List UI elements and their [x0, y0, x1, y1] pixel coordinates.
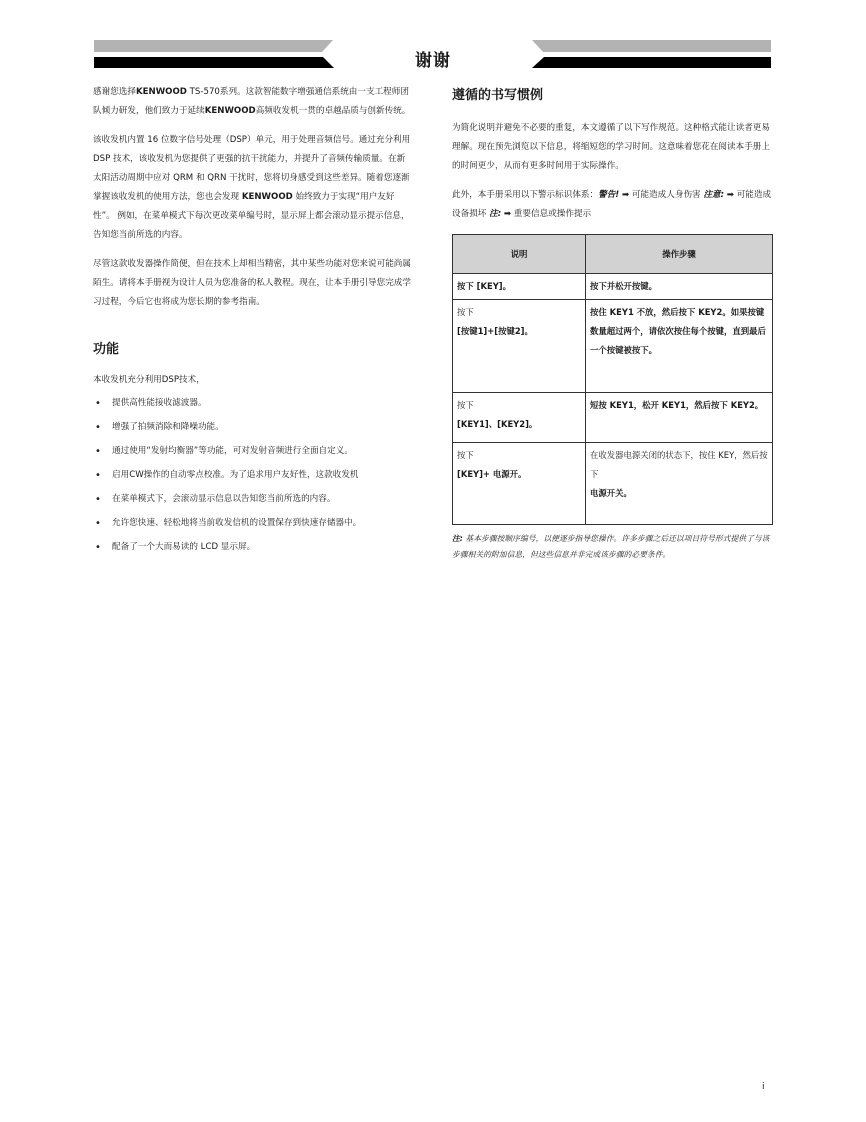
features-heading: 功能: [93, 342, 120, 357]
page-title: 谢谢: [415, 51, 451, 71]
table-row: [453, 300, 773, 393]
table-cell-line: 按下: [457, 307, 474, 317]
page-number: i: [762, 1082, 765, 1092]
table-cell-line: 按下: [457, 400, 474, 410]
brand-name: KENWOOD: [135, 87, 187, 97]
features-list: [93, 394, 413, 557]
conventions-heading: 遵循的书写惯例: [452, 88, 544, 103]
dsp-paragraph: [93, 131, 413, 245]
warning-text-1: 此外，本手册采用以下警示标识体系：: [452, 190, 599, 200]
list-item: • 增强了拍频消除和降噪功能。: [93, 418, 413, 437]
table-cell-line: 在收发器电源关闭的状态下，按住 KEY，然后按下: [590, 450, 768, 479]
intro-text-2: TS-570系列。这款智能数字增强通信系统由一支工程师团队倾力研发，他们致力于延续: [93, 87, 409, 116]
list-item: • 通过使用“发射均衡器”等功能，可对发射音频进行全面自定义。: [93, 442, 413, 461]
table-cell-line: [KEY1]、[KEY2]。: [457, 419, 538, 429]
features-intro: 本收发机充分利用DSP技术，: [93, 375, 205, 385]
list-item: • 允许您快速、轻松地将当前收发信机的设置保存到快速存储器中。: [93, 514, 413, 533]
table-cell: [586, 443, 773, 525]
table-header-cell: 操作步骤: [586, 235, 773, 274]
intro-text-1: 感谢您选择: [93, 87, 136, 97]
table-cell-line: 按下: [457, 450, 474, 460]
caution-label: 注意:: [703, 190, 724, 200]
header-banner: [0, 0, 866, 80]
table-row: [453, 443, 773, 525]
dsp-text-1: 该收发机内置 16 位数字信号处理（DSP）单元，用于处理音频信号。通过充分利用 DSP 技术，该收发机为您提供了更强的抗干扰能力，并提升了音频传输质量。在新太阳活动周期中应对 QRM 和 QRN 干扰时，您将切身感受到这些差异。随着您逐渐掌握该收发机的使用方法，您也会发现: [93, 135, 411, 202]
table-row: [453, 274, 773, 300]
right-column: [452, 86, 774, 563]
left-column: [93, 83, 413, 562]
list-item: • 配备了一个大而易读的 LCD 显示屏。: [93, 538, 413, 557]
table-cell: [453, 300, 586, 393]
note-label: 注:: [489, 209, 502, 219]
table-cell: [453, 443, 586, 525]
manual-paragraph: 尽管这款收发器操作简便，但在技术上却相当精密，其中某些功能对您来说可能尚属陌生。请将本手册视为设计人员为您准备的私人教程。现在，让本手册引导您完成学习过程，今后它也将成为您长期的参考指南。: [93, 259, 411, 307]
warning-text-4: ➡ 重要信息或操作提示: [501, 209, 592, 219]
brand-name: KENWOOD: [241, 192, 293, 202]
list-item: • 在菜单模式下，会滚动显示信息以告知您当前所选的内容。: [93, 490, 413, 509]
table-cell: 按下并松开按键。: [586, 274, 773, 300]
table-cell: [453, 393, 586, 443]
warning-text-3: ➡ 可能造成设备损坏: [452, 190, 772, 219]
table-cell: 短按 KEY1，松开 KEY1，然后按下 KEY2。: [586, 393, 773, 443]
table-cell-line: [按键1]+[按键2]。: [457, 326, 533, 336]
table-header-row: [453, 235, 773, 274]
intro-text-3: 高频收发机一贯的卓越品质与创新传统。: [255, 106, 411, 116]
warning-label: 警告!: [598, 190, 620, 200]
intro-paragraph: [93, 83, 413, 121]
footnote: [452, 531, 774, 563]
list-item: • 提供高性能接收滤波器。: [93, 394, 413, 413]
table-cell-line: [KEY]+ 电源开。: [457, 469, 527, 479]
table-row: [453, 393, 773, 443]
table-cell: 按下 [KEY]。: [453, 274, 586, 300]
list-item: • 启用CW操作的自动零点校准。为了追求用户友好性，这款收发机: [93, 466, 413, 485]
footnote-text: 基本步骤按顺序编号，以便逐步指导您操作。许多步骤之后还以项目符号形式提供了与该步骤相关的附加信息，但这些信息并非完成该步骤的必要条件。: [452, 534, 770, 559]
warning-text-2: ➡ 可能造成人身伤害: [619, 190, 704, 200]
warning-paragraph: [452, 186, 774, 224]
conventions-paragraph: 为简化说明并避免不必要的重复，本文遵循了以下写作规范。这种格式能让读者更易理解。现在预先浏览以下信息，将缩短您的学习时间。这意味着您花在阅读本手册上的时间更少，从而有更多时间用于实际操作。: [452, 123, 770, 171]
conventions-table: [452, 234, 773, 525]
table-cell: 按住 KEY1 不放，然后按下 KEY2。如果按键数量超过两个，请依次按住每个按键，直到最后一个按键被按下。: [586, 300, 773, 393]
table-cell-line: 电源开关。: [590, 488, 632, 498]
footnote-label: 注:: [452, 534, 463, 543]
table-header-cell: 说明: [453, 235, 586, 274]
brand-name: KENWOOD: [204, 106, 256, 116]
dsp-text-2: 始终致力于实现“用户友好性”。 例如，在菜单模式下每次更改菜单编号时，显示屏上都会滚动显示提示信息，告知您当前所选的内容。: [93, 192, 410, 240]
